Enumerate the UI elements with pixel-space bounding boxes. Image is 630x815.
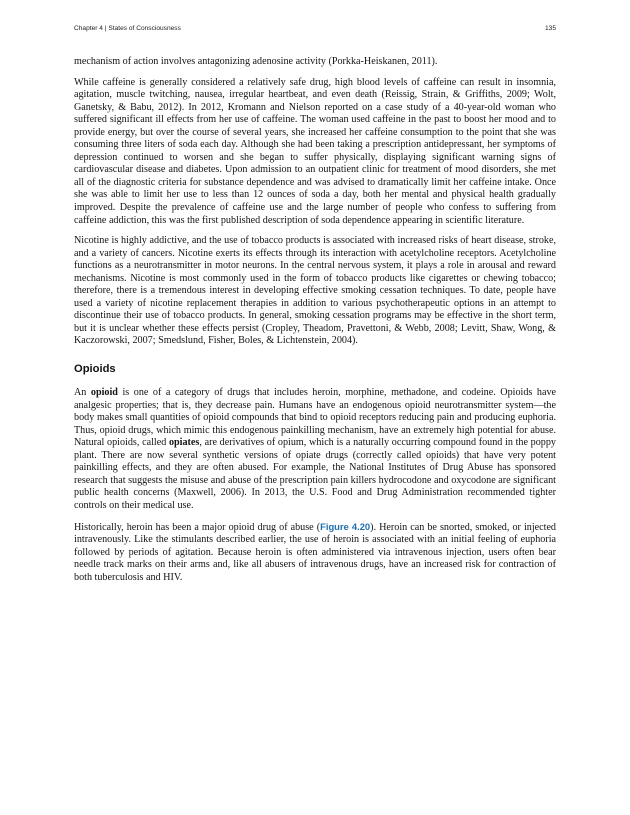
figure-link[interactable]: Figure 4.20 — [320, 520, 371, 532]
key-term-opiates: opiates — [168, 437, 200, 449]
page-number: 135 — [544, 25, 556, 32]
section-heading-opioids: Opioids — [74, 363, 116, 376]
text-run: An — [74, 387, 91, 399]
paragraph-caffeine-risks: While caffeine is generally considered a relatively safe drug, high blood levels of caffeine can result in insomnia, agitation, muscle twitching, nausea, irregular heartbeat, and even death (Reissig, Strain, & Griffiths, 2009; Wolt, Ganetsky, & Babu, 2012). In 2012, Kromann and Nielson reported on a case study of a 40-year-old woman who suffered significant ill effects from her use of caffeine. The woman used caffeine in the past to boost her mood and to provide energy, but over the course of several years, she increased her caffeine consumption to the point that she was consuming three liters of soda each day. Although she had been taking a prescription antidepressant, her symptoms of depression continued to worsen and she began to suffer physically, displaying significant warning signs of cardiovascular disease and diabetes. Upon admission to an outpatient clinic for treatment of mood disorders, she met all of the diagnostic criteria for substance dependence and was advised to dramatically limit her caffeine intake. Once she was able to limit her use to less than 12 ounces of soda a day, both her mental and physical health gradually improved. Despite the prevalence of caffeine use and the large number of people who confess to suffering from caffeine addiction, this was the first published description of soda dependence appearing in scientific literature. — [74, 76, 556, 226]
text-run: is one of a category of drugs that includes heroin, morphine, methadone, and codeine. Opioids have analgesic properties; that is, they decrease pain. Humans have an endogenous opioid neurotransmitter system—the body makes small quantities of opioid compounds that bind to opioid receptors reducing pain and producing euphoria. Thus, opioid drugs, which mimic this endogenous painkilling mechanism, have an extremely high potential for abuse. Natural opioids, called — [74, 387, 557, 449]
chapter-title: Chapter 4 | States of Consciousness — [74, 25, 181, 32]
text-run: , are derivatives of opium, which is a naturally occurring compound found in the poppy plant. There are now several synthetic versions of opiate drugs (correctly called opioids) that have very potent painkilling effects, and they are often abused. For example, the National Institutes of Drug Abuse has sponsored research that suggests the misuse and abuse of the prescription pain killers hydrocodone and oxycodone are significant public health concerns (Maxwell, 2006). In 2013, the U.S. Food and Drug Administration recommended tighter controls on their medical use. — [74, 437, 556, 511]
key-term-opioid: opioid — [90, 387, 118, 399]
text-run: Historically, heroin has been a major opioid drug of abuse ( — [74, 521, 321, 533]
paragraph-nicotine: Nicotine is highly addictive, and the use of tobacco products is associated with increased risks of heart disease, stroke, and a variety of cancers. Nicotine exerts its effects through its interaction with acetylcholine receptors. Acetylcholine functions as a neurotransmitter in motor neurons. In the central nervous system, it plays a role in arousal and reward mechanisms. Nicotine is most commonly used in the form of tobacco products like cigarettes or chewing tobacco; therefore, there is a tremendous interest in developing effective smoking cessation techniques. To date, people have used a variety of nicotine replacement therapies in addition to various psychotherapeutic options in an attempt to discontinue their use of tobacco products. In general, smoking cessation programs may be effective in the short term, but it is unclear whether these effects persist (Cropley, Theadom, Pravettoni, & Webb, 2008; Levitt, Shaw, Wong, & Kaczorowski, 2007; Smedslund, Fisher, Boles, & Lichtenstein, 2004). — [74, 235, 556, 347]
paragraph-caffeine-mechanism: mechanism of action involves antagonizing adenosine activity (Porkka-Heiskanen, 2011). — [74, 56, 438, 67]
running-header — [74, 25, 556, 32]
text-run: ). Heroin can be snorted, smoked, or injected intravenously. Like the stimulants described earlier, the use of heroin is associated with an initial feeling of euphoria followed by periods of agitation. Because heroin is often administered via intravenous injection, users often bear needle track marks on their arms and, like all abusers of intravenous drugs, have an increased risk for contraction of both tuberculosis and HIV. — [74, 521, 556, 583]
paragraph-opioids — [74, 387, 556, 512]
paragraph-heroin — [74, 521, 556, 585]
body-text — [74, 56, 556, 584]
